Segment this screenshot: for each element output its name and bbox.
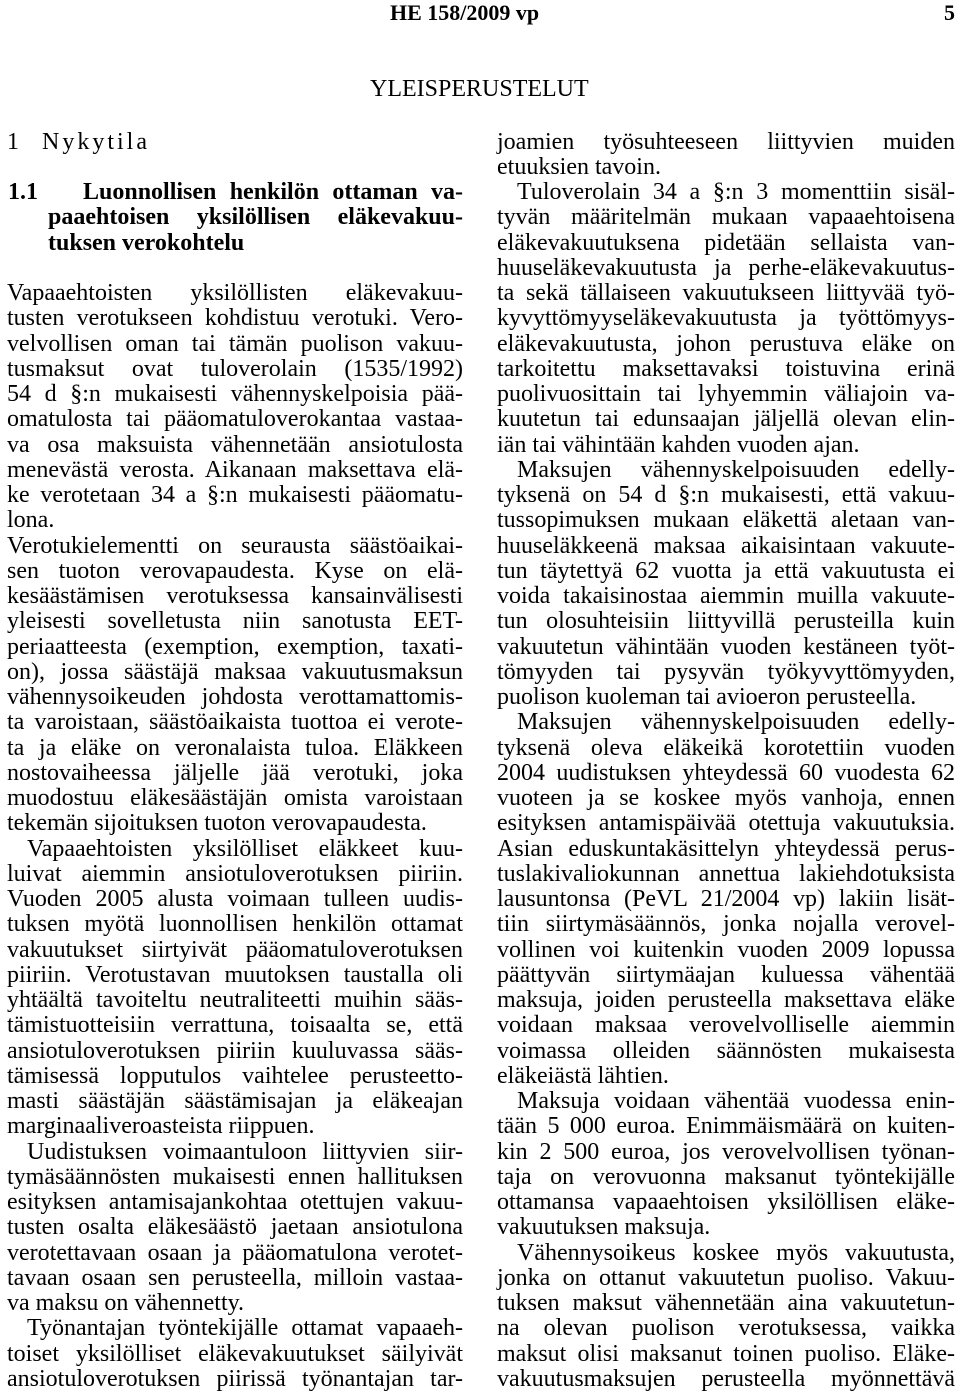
text-line: tuslakivaliokunnan annettua lakiehdotuksista <box>497 860 955 887</box>
text-line: Vuoden 2005 alusta voimaan tulleen uudis- <box>7 886 463 912</box>
text-line: ta varoistaan, säästöaikaista tuottoa ei verote- <box>7 709 463 736</box>
text-line: sen tuoton verovapaudesta. Kyse on elä- <box>7 557 463 584</box>
text-line: tarkoitettu maksettavaksi toistuvina erinä <box>497 355 955 382</box>
text-line: Maksuja voidaan vähentää vuodessa enin- <box>517 1088 955 1114</box>
text-line: verotettavaan osaan ja pääomatulona verotet- <box>7 1239 463 1266</box>
text-line: eläkeiästä lähtien. <box>497 1062 669 1089</box>
text-line: Vapaaehtoisten yksilölliset eläkkeet kuu- <box>27 835 463 862</box>
text-line: periaatteesta (exemption, exemption, taxati- <box>7 633 463 660</box>
text-line: iän tai vähintään kahden vuoden ajan. <box>497 431 860 458</box>
paragraph <box>497 1089 955 1241</box>
text-line: piiriin. Verotustavan muutoksen taustalla oli <box>7 961 463 988</box>
text-line: Vähennysoikeus koskee myös vakuutusta, <box>517 1239 955 1266</box>
text-line: 54 d §:n mukaisesti vähennyskelpoisia pää- <box>7 381 463 407</box>
text-line: vakuutukset siirtyivät pääomatuloverotuksen <box>7 936 463 963</box>
text-line: tussopimuksen mukaan eläkettä aletaan van- <box>497 507 955 534</box>
text-line: on), jossa säästäjä maksaa vakuutusmaksun <box>7 658 463 685</box>
text-line: esityksen antamispäivää otettuja vakuutuksia. <box>497 810 955 837</box>
text-line: Tuloverolain 34 a §:n 3 momenttiin sisäl- <box>517 179 955 205</box>
text-line: tömyyden tai pysyvän työkyvyttömyyden, <box>497 658 955 685</box>
text-line: Asian eduskuntakäsittelyn yhteydessä perus- <box>497 835 955 862</box>
text-line: eläkevakuutuksena pidetään sellaista van- <box>497 229 955 256</box>
text-line: Uudistuksen voimaantuloon liittyvien siir- <box>27 1138 463 1165</box>
paragraph <box>7 837 463 1140</box>
text-line: vakuutuksen maksuja. <box>497 1214 711 1241</box>
text-line: lona. <box>7 507 55 534</box>
text-line: kin 2 500 euroa, jos verovelvollisen työnan- <box>497 1138 955 1165</box>
text-line: nostovaiheessa jäljelle jää verotuki, joka <box>7 759 463 786</box>
section-title: YLEISPERUSTELUT <box>370 76 589 102</box>
text-line: yhtäältä tavoiteltu neutraliteetti muihin sääs- <box>7 987 463 1013</box>
text-line: tämistuotteisiin verrattuna, toisaalta se, että <box>7 1012 463 1039</box>
text-line: menevästä verosta. Aikanaan maksettava elä- <box>7 456 463 483</box>
text-line: tään 5 000 euroa. Enimmäismäärä on kuiten- <box>497 1113 955 1140</box>
text-line: esityksen antamisajankohtaa otettujen vakuu- <box>7 1189 463 1215</box>
paragraph <box>497 710 955 1089</box>
text-line: kesäästämisen verotuksessa kansainvälisesti <box>7 583 463 609</box>
text-line: eläkevakuutusta, johon perustuva eläke on <box>497 330 955 357</box>
text-line: muodostuu eläkesäästäjän omista varoistaan <box>7 785 463 811</box>
text-line: kyvyttömyyseläkevakuutusta ja työttömyys- <box>497 305 955 332</box>
text-line: va osa maksuista vähennetään ansiotulosta <box>7 431 463 458</box>
text-line: Verotukielementti on seurausta säästöaikai- <box>7 532 463 559</box>
text-line: 2004 uudistuksen yhteydessä 60 vuodesta 62 <box>497 759 955 786</box>
right-column <box>497 130 955 1392</box>
text-line: toiset yksilölliset eläkevakuutukset säilyivät <box>7 1340 463 1367</box>
text-line: ottamansa vapaaehtoisen yksilöllisen eläke- <box>497 1189 955 1215</box>
paragraph <box>7 1316 463 1392</box>
text-line: tymäsäännösten mukaisesti ennen hallituksen <box>7 1163 463 1190</box>
text-line: etuuksien tavoin. <box>497 153 661 180</box>
text-line: päättyvän siirtymäajan kuluessa vähentää <box>497 961 955 988</box>
text-line: tämisessä lopputulos vaihtelee perusteetto- <box>7 1062 463 1089</box>
text-line: tavaan osaan sen perusteella, milloin vastaa- <box>7 1264 463 1291</box>
text-line: tusten osalta eläkesäästö jaetaan ansiotulona <box>7 1214 463 1241</box>
paragraph <box>7 534 463 837</box>
text-line: joamien työsuhteeseen liittyvien muiden <box>497 128 955 155</box>
text-line: huuseläkevakuutusta ja perhe-eläkevakuutus- <box>497 254 955 281</box>
text-line: ta sekä tällaiseen vakuutukseen liittyvää työ- <box>497 280 955 306</box>
text-line: puolivuosittain tai lyhyemmin väliajoin va- <box>497 381 955 407</box>
text-line: puolison kuoleman tai avioeron perusteella. <box>497 684 917 710</box>
paragraph <box>497 180 955 458</box>
text-line: va maksu on vähennetty. <box>7 1290 245 1316</box>
paragraph <box>7 281 463 534</box>
text-line: vollinen voi kuitenkin vuoden 2009 lopussa <box>497 936 955 963</box>
heading-title <box>48 180 463 256</box>
spacer <box>7 155 463 180</box>
text-line: tusten verotukseen kohdistuu verotuki. Vero- <box>7 305 463 332</box>
text-line: tun olosuhteisiin liittyvillä perusteilla kuin <box>497 608 955 635</box>
text-line: velvollisen oman tai tämän puolison vakuu- <box>7 330 463 357</box>
text-line: masti säästäjän säästämisajan ja eläkeajan <box>7 1088 463 1114</box>
text-line: ansiotuloverotuksen piirissä työnantajan tar- <box>7 1365 463 1392</box>
text-line: tiin siirtymäsäännös, jonka nojalla verovel- <box>497 911 955 938</box>
text-line: tyvän määritelmän mukaan vapaaehtoisena <box>497 204 955 231</box>
text-line: ke verotetaan 34 a §:n mukaisesti pääomatu- <box>7 482 463 508</box>
text-line: vähennysoikeuden johdosta verottamattomis- <box>7 684 463 710</box>
text-line: ansiotuloverotuksen piiriin kuuluvassa sääs- <box>7 1037 463 1064</box>
paragraph <box>497 1241 955 1392</box>
heading-number: 1.1 <box>8 179 38 205</box>
text-line: tyksenä oleva eläkeikä korotettiin vuoden <box>497 734 955 761</box>
text-line: tuksen myötä luonnollisen henkilön ottamat <box>7 911 463 938</box>
paragraph <box>497 458 955 711</box>
heading-level-2 <box>7 180 463 256</box>
text-line: ta ja eläke on veronalaista tuloa. Eläkkeen <box>7 734 463 761</box>
text-line: Työnantajan työntekijälle ottamat vapaaeh- <box>27 1315 463 1342</box>
heading-title: Nykytila <box>42 128 150 155</box>
left-column <box>7 130 463 1392</box>
text-line: Maksujen vähennyskelpoisuuden edelly- <box>517 709 955 736</box>
text-line: voida takaisinostaa aiemmin muilla vakuute- <box>497 583 955 609</box>
text-line: jonka on ottanut vakuutetun puoliso. Vakuu- <box>497 1264 955 1291</box>
text-line: omatulosta tai pääomatuloverokantaa vastaa- <box>7 406 463 433</box>
text-line: maksuja, joiden perusteella maksettava eläke <box>497 987 955 1013</box>
text-line: tun täytettyä 62 vuotta ja että vakuutusta ei <box>497 557 955 584</box>
text-line: tusmaksut ovat tuloverolain (1535/1992) <box>7 355 463 382</box>
text-line: tekemän sijoituksen tuoton verovapaudesta. <box>7 810 427 837</box>
text-line: Vapaaehtoisten yksilöllisten eläkevakuu- <box>7 280 463 306</box>
text-line: tuksen maksut vähennetään aina vakuutetun- <box>497 1290 955 1316</box>
text-line: huuseläkkeenä maksaa aikaisintaan vakuute- <box>497 532 955 559</box>
text-line: lausuntonsa (PeVL 21/2004 vp) lakiin lisät- <box>497 886 955 912</box>
text-line: paaehtoisen yksilöllisen eläkevakuu- <box>48 204 463 231</box>
text-line: vuoteen ja se koskee myös vanhoja, ennen <box>497 785 955 811</box>
page-number: 5 <box>944 0 955 25</box>
text-line: Luonnollisen henkilön ottaman va- <box>83 179 463 205</box>
text-line: voidaan maksaa verovelvolliselle aiemmin <box>497 1012 955 1039</box>
heading-level-1 <box>7 130 463 155</box>
text-line: kuutetun tai edunsaajan jäljellä olevan elin- <box>497 406 955 433</box>
text-line: yleisesti sovelletusta niin sanotusta EET- <box>7 608 463 635</box>
paragraph <box>7 1140 463 1317</box>
text-line: marginaaliveroasteista riippuen. <box>7 1113 315 1140</box>
spacer <box>7 256 463 281</box>
text-line: tuksen verokohtelu <box>48 229 245 256</box>
text-line: taja on verovuonna maksanut työntekijälle <box>497 1163 955 1190</box>
document-id: HE 158/2009 vp <box>390 0 540 25</box>
text-line: tyksenä on 54 d §:n mukaisesti, että vakuu- <box>497 482 955 508</box>
heading-number: 1 <box>7 128 19 155</box>
text-line: Maksujen vähennyskelpoisuuden edelly- <box>517 456 955 483</box>
text-line: maksut olisi maksanut toinen puoliso. Eläke- <box>497 1340 955 1367</box>
text-line: luivat aiemmin ansiotuloverotuksen piiriin. <box>7 860 463 887</box>
text-line: vakuutetun vähintään vuoden kestäneen työt- <box>497 633 955 660</box>
text-line: voimassa olleiden säännösten mukaisesta <box>497 1037 955 1064</box>
text-line: vakuutusmaksujen perusteella myönnettävä <box>497 1365 955 1392</box>
paragraph <box>497 130 955 181</box>
text-line: na olevan puolison verotuksessa, vaikka <box>497 1315 955 1342</box>
